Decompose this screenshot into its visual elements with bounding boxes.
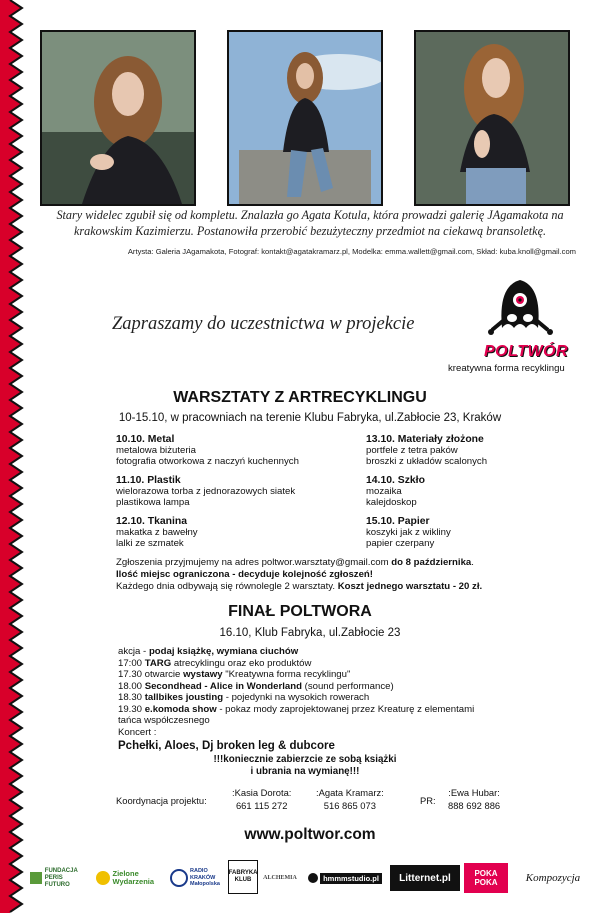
concert-lineup: Pchełki, Aloes, Dj broken leg & dubcore bbox=[118, 740, 335, 752]
sponsor-logo-radio-krakow bbox=[170, 860, 226, 896]
photo-model-3 bbox=[414, 30, 570, 206]
program-highlight: Secondhead - Alice in Wonderland bbox=[144, 680, 302, 692]
program-line bbox=[118, 658, 518, 670]
contact-name: :Agata Kramarz: bbox=[316, 787, 384, 798]
final-subtitle: 16.10, Klub Fabryka, ul.Zabłocie 23 bbox=[219, 627, 401, 639]
concert-label: Koncert : bbox=[118, 726, 157, 738]
program-text: 17.30 otwarcie bbox=[118, 669, 184, 680]
program-text: 19.30 bbox=[118, 703, 145, 715]
sponsor-name: ALCHEMIA bbox=[263, 875, 297, 881]
workshop-item: kalejdoskop bbox=[366, 497, 417, 508]
contact-agata-kramarz bbox=[316, 786, 384, 812]
registration-line bbox=[116, 581, 576, 593]
registration-deadline: do 8 października bbox=[391, 557, 472, 568]
workshop-item: broszki z układów scalonych bbox=[366, 456, 488, 467]
bring-items-notice bbox=[200, 754, 410, 778]
credits-line: Artysta: Galeria JAgamakota, Fotograf: kontakt@agatakramarz.pl, Modelka: emma.wallett@gmail.com, Skład: kuba.knoll@gmail.com bbox=[127, 247, 576, 256]
workshops-title: WARSZTATY Z ARTRECYKLINGU bbox=[173, 389, 427, 406]
sponsor-name: Litternet.pl bbox=[399, 872, 451, 884]
registration-info bbox=[116, 557, 576, 593]
program-text: atrecyklingu oraz eko produktów bbox=[171, 657, 312, 669]
registration-line bbox=[116, 557, 576, 569]
sponsor-logo-fundacja bbox=[30, 860, 88, 896]
registration-cost: Koszt jednego warsztatu - 20 zł. bbox=[337, 581, 483, 592]
logo-tagline: kreatywna forma recyklingu bbox=[448, 363, 565, 374]
workshop-item: lalki ze szmatek bbox=[116, 538, 184, 549]
program-line bbox=[118, 692, 518, 704]
registration-daily-note: Każdego dnia odbywają się równolegle 2 warsztaty. bbox=[116, 581, 338, 592]
workshop-heading: 15.10. Papier bbox=[366, 516, 430, 527]
registration-limit-note: Ilość miejsc ograniczona - decyduje kolejność zgłoszeń! bbox=[116, 569, 373, 580]
photo-model-2 bbox=[227, 30, 383, 206]
program-highlight: e.komoda show bbox=[144, 703, 217, 715]
sponsor-name: RADIO KRAKÓW Małopolska bbox=[190, 868, 220, 888]
program-text: 17:00 bbox=[118, 657, 145, 669]
workshop-item: fotografia otworkowa z naczyń kuchennych bbox=[116, 456, 299, 467]
sponsor-logo-alchemia bbox=[260, 860, 300, 896]
workshop-entry bbox=[366, 516, 566, 549]
poltwor-mascot-logo bbox=[484, 272, 556, 342]
workshop-heading: 13.10. Materiały złożone bbox=[366, 434, 484, 445]
program-text: "Kreatywna forma recyklingu" bbox=[222, 669, 351, 680]
workshop-heading: 11.10. Plastik bbox=[116, 475, 181, 486]
invitation-text: Zapraszamy do uczestnictwa w projekcie bbox=[112, 314, 415, 334]
sponsor-name: POKA POKA bbox=[474, 869, 498, 887]
final-program bbox=[118, 646, 518, 738]
program-text: - pojedynki na wysokich rowerach bbox=[223, 692, 370, 703]
workshop-item: mozaika bbox=[366, 486, 402, 497]
sponsor-name: Zielone Wydarzenia bbox=[112, 869, 155, 886]
bring-line: !!!koniecznie zabierzcie ze sobą książki bbox=[213, 754, 397, 765]
program-line bbox=[118, 669, 518, 681]
sponsor-name: FABRYKA KLUB bbox=[228, 870, 258, 883]
workshop-item: metalowa biżuteria bbox=[116, 445, 196, 456]
red-zigzag-border bbox=[0, 0, 28, 913]
workshop-entry bbox=[366, 475, 566, 508]
contact-ewa-hubar bbox=[448, 786, 500, 812]
workshop-heading: 12.10. Tkanina bbox=[116, 516, 188, 527]
program-line bbox=[118, 681, 518, 693]
contact-kasia-dorota bbox=[232, 786, 291, 812]
workshop-entry bbox=[116, 434, 356, 467]
website-url[interactable]: www.poltwor.com bbox=[244, 826, 376, 843]
workshop-item: papier czerpany bbox=[366, 538, 435, 549]
program-text: 18.00 bbox=[118, 680, 145, 692]
pr-label: PR: bbox=[420, 795, 436, 806]
workshop-item: portfele z tetra paków bbox=[366, 445, 458, 456]
sponsor-logo-hmmmstudio bbox=[304, 860, 386, 896]
workshops-column-left bbox=[116, 434, 356, 557]
program-text: - pokaz mody zaprojektowanej przez Kreaturę z elementami bbox=[216, 703, 475, 715]
sponsor-logo-zielone bbox=[92, 860, 166, 896]
registration-email-text: Zgłoszenia przyjmujemy na adres poltwor.warsztaty@gmail.com bbox=[116, 557, 392, 568]
sponsor-name: hmmmstudio.pl bbox=[320, 873, 382, 884]
program-line-continued: tańca współczesnego bbox=[118, 715, 210, 726]
program-highlight: podaj książkę, wymiana ciuchów bbox=[148, 646, 299, 657]
registration-punct: . bbox=[471, 557, 474, 568]
sponsor-logo-kompozycja bbox=[514, 860, 592, 896]
program-highlight: wystawy bbox=[183, 669, 223, 680]
workshop-item: plastikowa lampa bbox=[116, 497, 190, 508]
workshop-item: wielorazowa torba z jednorazowych siatek bbox=[116, 486, 296, 497]
contact-name: :Ewa Hubar: bbox=[448, 787, 500, 798]
workshop-heading: 14.10. Szkło bbox=[366, 475, 425, 486]
photo-caption: Stary widelec zgubił się od kompletu. Znalazła go Agata Kotula, która prowadzi galerię JAgamakota na krakowskim Kazimierzu. Postanowiła przerobić bezużyteczny przedmiot na ciekawą bransoletkę. bbox=[56, 208, 564, 238]
final-title: FINAŁ POLTWORA bbox=[228, 603, 372, 620]
program-text: 18.30 bbox=[118, 692, 145, 703]
bring-line: i ubrania na wymianę!!! bbox=[250, 766, 360, 777]
sponsor-name: Kompozycja bbox=[525, 872, 581, 884]
program-line bbox=[118, 704, 518, 716]
sponsor-logos bbox=[30, 860, 596, 900]
poltwor-logo-wordmark: POLTWÓR bbox=[484, 343, 569, 360]
contact-name: :Kasia Dorota: bbox=[232, 787, 292, 798]
contact-phone: 661 115 272 bbox=[235, 800, 288, 811]
contact-phone: 516 865 073 bbox=[323, 800, 376, 811]
workshop-item: koszyki jak z wikliny bbox=[366, 527, 451, 538]
workshops-subtitle: 10-15.10, w pracowniach na terenie Klubu Fabryka, ul.Zabłocie 23, Kraków bbox=[118, 412, 502, 424]
sponsor-logo-poka-poka bbox=[464, 863, 508, 893]
workshop-entry bbox=[116, 516, 356, 549]
coordination-label: Koordynacja projektu: bbox=[116, 795, 207, 806]
workshop-entry bbox=[116, 475, 356, 508]
program-text: akcja - bbox=[118, 646, 149, 657]
sponsor-logo-litternet bbox=[390, 865, 460, 891]
program-highlight: TARG bbox=[144, 657, 172, 669]
workshop-item: makatka z bawełny bbox=[116, 527, 198, 538]
workshop-entry bbox=[366, 434, 566, 467]
program-text: (sound performance) bbox=[301, 680, 394, 692]
sponsor-logo-fabryka bbox=[228, 860, 258, 894]
program-highlight: tallbikes jousting bbox=[144, 692, 224, 703]
workshops-column-right bbox=[366, 434, 566, 557]
photo-model-1 bbox=[40, 30, 196, 206]
contact-phone: 888 692 886 bbox=[448, 800, 501, 811]
sponsor-name: FUNDACJA PERIS FUTURO bbox=[44, 867, 78, 888]
workshop-heading: 10.10. Metal bbox=[116, 434, 175, 445]
program-line bbox=[118, 646, 518, 658]
